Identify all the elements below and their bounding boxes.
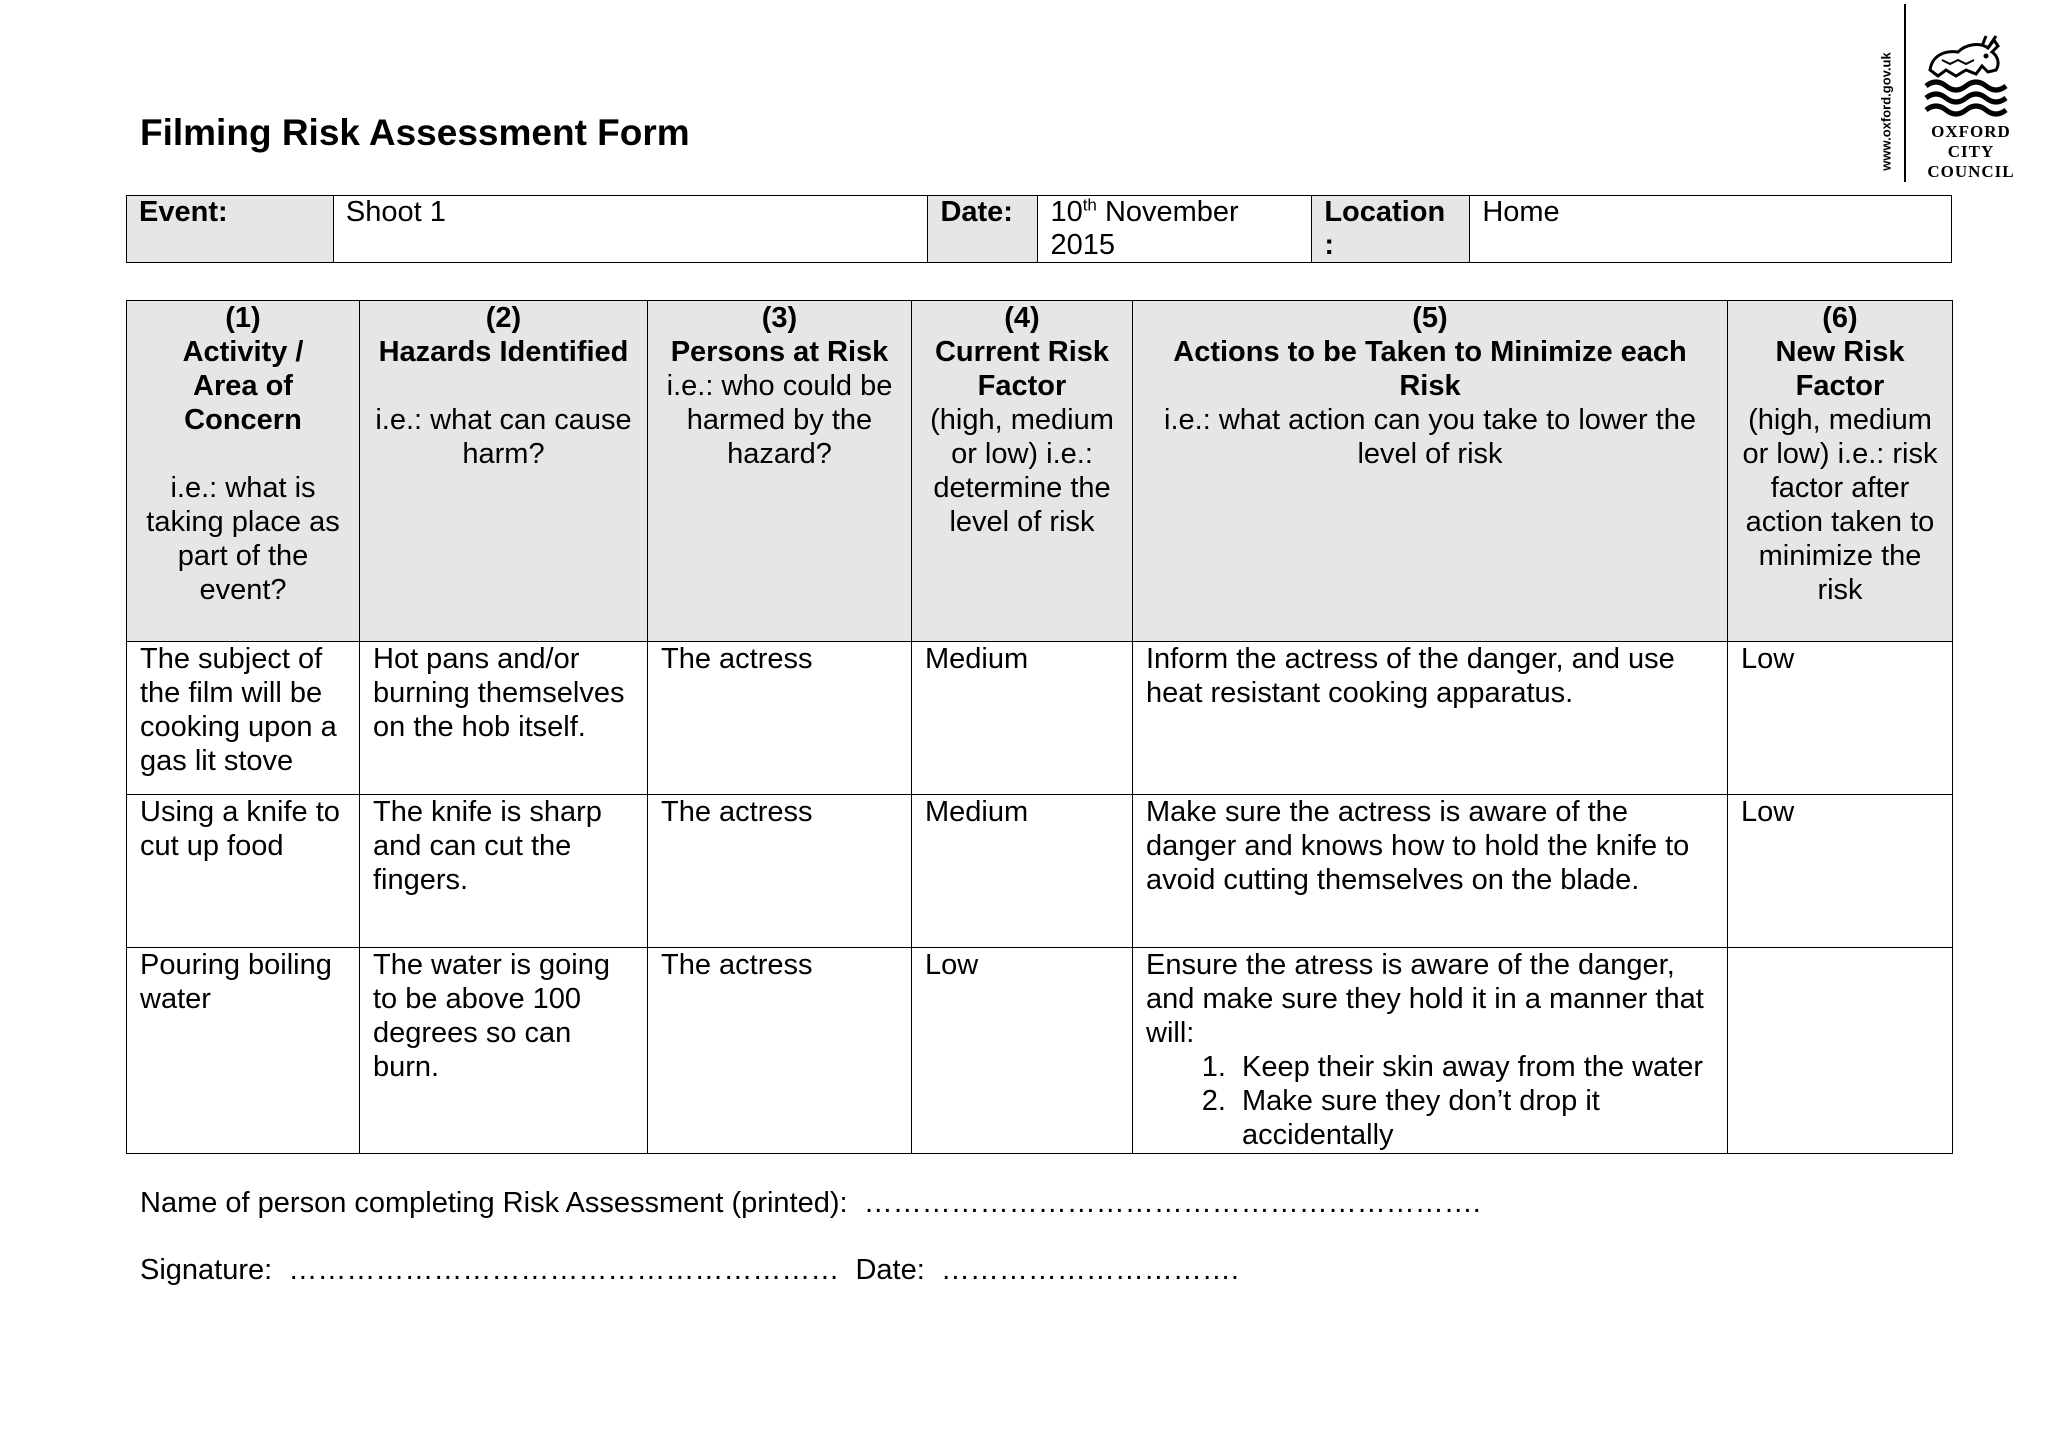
table-row bbox=[127, 642, 1953, 795]
column-header-new-risk: (6) New Risk Factor (high, medium or low) i.e.: risk factor after action taken to minimize the risk bbox=[1728, 301, 1953, 642]
activity-cell: Using a knife to cut up food bbox=[127, 795, 360, 948]
activity-cell: The subject of the film will be cooking upon a gas lit stove bbox=[127, 642, 360, 795]
name-dots: ………………………………………………………. bbox=[863, 1187, 1481, 1219]
hazard-cell: The water is going to be above 100 degrees so can burn. bbox=[360, 948, 648, 1154]
current-risk-cell: Medium bbox=[912, 795, 1133, 948]
signature-dots: ………………………………………………… bbox=[288, 1254, 840, 1286]
footer-date-label: Date: bbox=[855, 1254, 925, 1286]
name-line bbox=[140, 1187, 1481, 1220]
table-row bbox=[127, 948, 1953, 1154]
persons-cell: The actress bbox=[648, 642, 912, 795]
current-risk-cell: Medium bbox=[912, 642, 1133, 795]
action-step: 2. Make sure they don’t drop it accidentally bbox=[1234, 1084, 1714, 1152]
column-header-hazards: (2) Hazards Identified i.e.: what can cause harm? bbox=[360, 301, 648, 642]
actions-text: Ensure the atress is aware of the danger, and make sure they hold it in a manner that will: bbox=[1146, 949, 1704, 1049]
date-label: Date: bbox=[928, 196, 1038, 263]
action-step: 1. Keep their skin away from the water bbox=[1234, 1050, 1714, 1084]
location-label: Location : bbox=[1312, 196, 1470, 263]
event-value: Shoot 1 bbox=[333, 196, 928, 263]
page-title: Filming Risk Assessment Form bbox=[140, 112, 690, 153]
activity-cell: Pouring boiling water bbox=[127, 948, 360, 1154]
signature-line bbox=[140, 1254, 1239, 1287]
signature-label: Signature: bbox=[140, 1254, 273, 1286]
new-risk-cell: Low bbox=[1728, 795, 1953, 948]
action-steps-list bbox=[1146, 1050, 1714, 1152]
persons-cell: The actress bbox=[648, 795, 912, 948]
column-header-current-risk: (4) Current Risk Factor (high, medium or low) i.e.: determine the level of risk bbox=[912, 301, 1133, 642]
persons-cell: The actress bbox=[648, 948, 912, 1154]
header-row bbox=[127, 301, 1953, 642]
actions-cell: Make sure the actress is aware of the danger and knows how to hold the knife to avoid cutting themselves on the blade. bbox=[1133, 795, 1728, 948]
actions-cell bbox=[1133, 948, 1728, 1154]
hazard-cell: The knife is sharp and can cut the fingers. bbox=[360, 795, 648, 948]
name-label: Name of person completing Risk Assessment (printed): bbox=[140, 1187, 848, 1219]
new-risk-cell bbox=[1728, 948, 1953, 1154]
column-header-actions: (5) Actions to be Taken to Minimize each Risk i.e.: what action can you take to lower the level of risk bbox=[1133, 301, 1728, 642]
footer-date-dots: …………………………. bbox=[940, 1254, 1239, 1286]
logo-url: www.oxford.gov.uk bbox=[1878, 51, 1894, 171]
location-value: Home bbox=[1470, 196, 1952, 263]
current-risk-cell: Low bbox=[912, 948, 1133, 1154]
new-risk-cell: Low bbox=[1728, 642, 1953, 795]
date-value: 10th November 2015 bbox=[1038, 196, 1312, 263]
event-info-table bbox=[126, 195, 1952, 263]
logo-divider bbox=[1904, 4, 1906, 182]
actions-cell: Inform the actress of the danger, and use heat resistant cooking apparatus. bbox=[1133, 642, 1728, 795]
risk-assessment-table bbox=[126, 300, 1953, 1154]
logo-name: OXFORD CITY COUNCIL bbox=[1927, 122, 2015, 181]
column-header-activity: (1) Activity / Area of Concern i.e.: what is taking place as part of the event? bbox=[127, 301, 360, 642]
table-row bbox=[127, 795, 1953, 948]
event-label: Event: bbox=[127, 196, 334, 263]
hazard-cell: Hot pans and/or burning themselves on the hob itself. bbox=[360, 642, 648, 795]
column-header-persons: (3) Persons at Risk i.e.: who could be harmed by the hazard? bbox=[648, 301, 912, 642]
oxford-crest-icon bbox=[1922, 30, 2010, 122]
